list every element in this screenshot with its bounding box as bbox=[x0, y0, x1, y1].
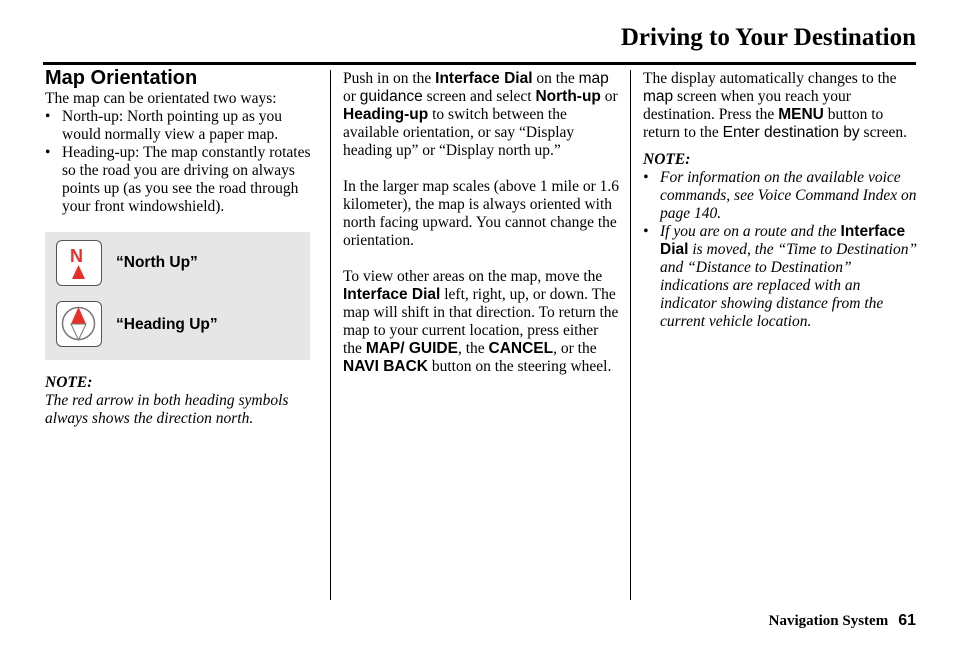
option-name: North-up bbox=[535, 88, 601, 105]
control-name: Interface Dial bbox=[343, 286, 441, 303]
screen-name: map bbox=[578, 70, 609, 87]
page-title: Driving to Your Destination bbox=[620, 24, 916, 51]
north-up-icon bbox=[56, 240, 102, 286]
paragraph: The display automatically changes to the map screen when you reach your destination. Press the MENU button to return to the Enter destination by screen. bbox=[643, 70, 907, 141]
button-name: MAP/ GUIDE bbox=[365, 340, 458, 357]
screen-name: map bbox=[643, 88, 674, 105]
list-item: • North-up: North pointing up as you would normally view a paper map. bbox=[45, 108, 320, 144]
paragraph: In the larger map scales (above 1 mile or 1.6 kilometer), the map is always oriented with north facing upward. You cannot change the orientation. bbox=[343, 178, 620, 249]
intro-text: The map can be orientated two ways: bbox=[45, 90, 277, 107]
list-item: • For information on the available voice commands, see Voice Command Index on page 140. bbox=[643, 169, 918, 223]
option-name: Heading-up bbox=[343, 106, 429, 123]
page-number: 61 bbox=[898, 612, 916, 629]
note-list bbox=[643, 169, 918, 331]
column-1 bbox=[45, 67, 320, 216]
control-name: Interface Dial bbox=[660, 223, 906, 258]
list-item: • If you are on a route and the Interface Dial is moved, the “Time to Destination” and “Distance to Destination” indications are replaced with an indicator showing distance from the current vehicle location. bbox=[643, 223, 918, 331]
control-name: Interface Dial bbox=[435, 70, 533, 87]
footer-label: Navigation System bbox=[768, 613, 889, 629]
list-item: • Heading-up: The map constantly rotates so the road you are driving on always points up (as you see the road through your front windowshield). bbox=[45, 144, 320, 216]
note-title: NOTE: bbox=[643, 151, 691, 168]
note-text: The red arrow in both heading symbols always shows the direction north. bbox=[45, 392, 289, 427]
paragraph: Push in on the Interface Dial on the map or guidance screen and select North-up or Heading-up to switch between the available orientation, or say “Display heading up” or “Display north up.” bbox=[343, 70, 618, 159]
north-letter: N bbox=[70, 246, 83, 266]
header-rule bbox=[43, 62, 916, 65]
column-3 bbox=[643, 70, 918, 331]
screen-name: guidance bbox=[359, 88, 423, 105]
button-name: CANCEL bbox=[488, 340, 554, 357]
heading-up-label: “Heading Up” bbox=[116, 316, 218, 333]
button-name: NAVI BACK bbox=[343, 358, 428, 375]
heading-up-icon bbox=[56, 301, 102, 347]
button-name: MENU bbox=[778, 106, 824, 123]
screen-name: Enter destination by bbox=[722, 124, 860, 141]
column-2 bbox=[343, 70, 620, 376]
paragraph: To view other areas on the map, move the Interface Dial left, right, up, or down. The map will shift in that direction. To return the map to your current location, press either the MAP/ GUIDE, the CANCEL, or the NAVI BACK button on the steering wheel. bbox=[343, 268, 619, 375]
note-block bbox=[45, 374, 320, 428]
column-divider bbox=[330, 70, 331, 600]
orientation-list bbox=[45, 108, 320, 216]
section-heading: Map Orientation bbox=[45, 67, 198, 89]
orientation-icons-box bbox=[45, 232, 310, 360]
note-title: NOTE: bbox=[45, 374, 93, 391]
north-up-label: “North Up” bbox=[116, 254, 198, 271]
column-divider bbox=[630, 70, 631, 600]
page-footer bbox=[769, 612, 916, 630]
